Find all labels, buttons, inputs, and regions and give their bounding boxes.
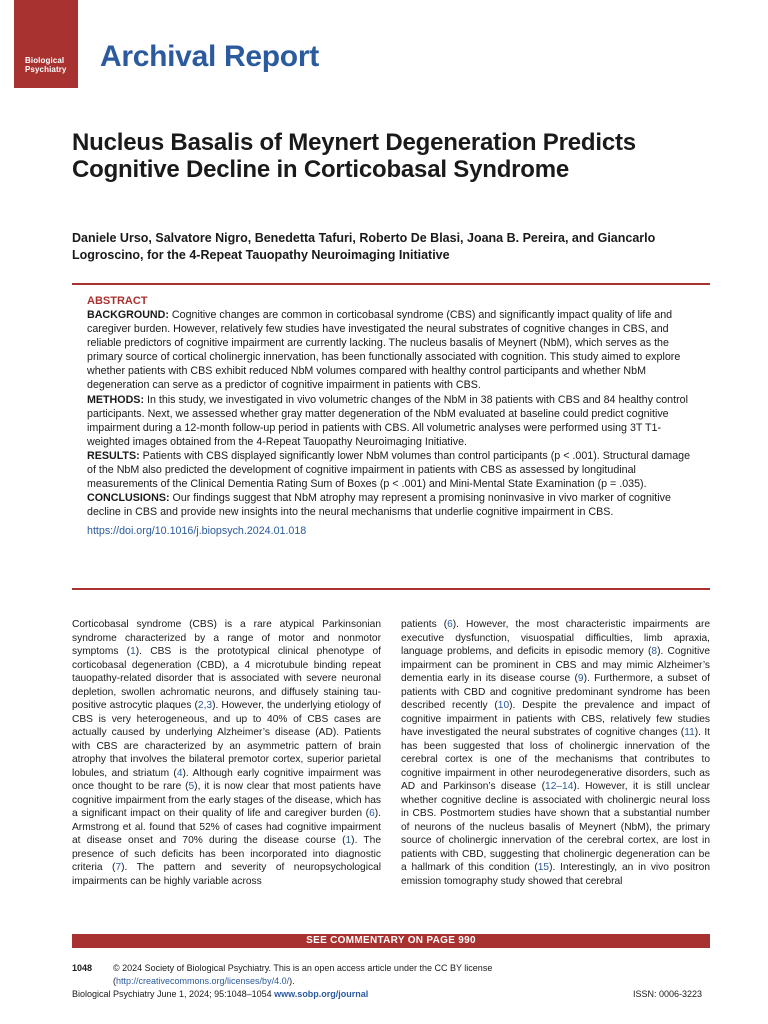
- body-text-segment: ). The pattern and severity of neuropsychological impairments can be highly variable across: [72, 862, 382, 887]
- abstract-conclusions: [87, 491, 697, 519]
- reference-link[interactable]: 7: [115, 862, 122, 873]
- issn: ISSN: 0006-3223: [633, 989, 703, 999]
- body-text-segment: ). Armstrong et al. found that 52% of cases had cognitive impairment at disease onset and 70% during the disease course (: [72, 808, 381, 846]
- body-paragraph-left: [72, 618, 381, 888]
- reference-link[interactable]: 1: [130, 646, 136, 657]
- author-list: Daniele Urso, Salvatore Nigro, Benedetta Tafuri, Roberto De Blasi, Joana B. Pereira, and Giancarlo Logroscino, for the 4-Repeat Tauopathy Neuroimaging Initiative: [72, 231, 656, 262]
- reference-link[interactable]: 6: [447, 619, 453, 630]
- reference-link[interactable]: 12–14: [545, 781, 574, 792]
- abstract-bottom-rule: [72, 588, 710, 590]
- body-column-left: [72, 618, 381, 888]
- reference-link[interactable]: 15: [537, 862, 550, 873]
- body-text-segment: ). The presence of such deficits has been incorporated into diagnostic criteria (: [72, 835, 381, 873]
- reference-link[interactable]: 1: [345, 835, 352, 846]
- journal-citation: [72, 988, 368, 1001]
- abstract-background: [87, 308, 697, 393]
- reference-link[interactable]: 5: [188, 781, 195, 792]
- methods-label: METHODS:: [87, 393, 144, 406]
- body-text-segment: ). However, the most characteristic impairments are executive dysfunction, visuospatial difficulties, limb apraxia, language problems, and deficits in episodic memory (: [401, 619, 711, 657]
- logo-line-1: Biological: [25, 56, 65, 65]
- methods-text: In this study, we investigated in vivo volumetric changes of the NbM in 38 patients with CBS and 84 healthy control participants. Next, we assessed whether gray matter degeneration of the NbM evaluated at baseline could predict cognitive impairment during a 12-month follow-up period in patients with CBS. All volumetric analyses were performed using 3T T1-weighted images obtained from the 4-Repeat Tauopathy Neuroimaging Initiative.: [87, 393, 688, 448]
- body-text-segment: ). Despite the prevalence and impact of cognitive impairment in patients with CBS, relatively few studies have investigated the neural substrates of cognitive changes (: [401, 700, 710, 738]
- reference-link[interactable]: 9: [577, 673, 584, 684]
- reference-link[interactable]: 8: [651, 646, 658, 657]
- body-text-segment: ). Although early cognitive impairment was once thought to be rare (: [72, 767, 381, 792]
- journal-logo: [14, 0, 78, 88]
- reference-link[interactable]: 2,3: [197, 700, 213, 711]
- body-text-segment: ). However, the underlying etiology of CBS is very heterogeneous, and up to 40% of CBS cases are actually caused by underlying Alzheimer’s disease (AD). Patients with CBS are characterized by an asymmetric pattern of brain atrophy that involves the bilateral premotor cortex, superior parietal lobules, and striatum (: [72, 700, 382, 779]
- results-label: RESULTS:: [87, 449, 140, 462]
- reference-link[interactable]: 4: [176, 767, 183, 779]
- logo-line-2: Psychiatry: [25, 65, 67, 74]
- body-text-segment: ). Cognitive impairment can be prominent in CBS and may mimic Alzheimer’s dementia early in its disease course (: [401, 646, 710, 684]
- body-text-segment: Corticobasal syndrome (CBS) is a rare atypical Parkinsonian syndrome characterized by a range of motor and nonmotor symptoms (: [72, 619, 381, 657]
- commentary-link-bar[interactable]: SEE COMMENTARY ON PAGE 990: [72, 934, 710, 948]
- copyright-suffix: ).: [289, 976, 295, 986]
- body-text-segment: patients (: [401, 619, 448, 630]
- conclusions-text: Our findings suggest that NbM atrophy may represent a promising noninvasive in vivo marker of cognitive decline in CBS and provide new insights into the neural mechanisms that underlie cognitive impairment in CBS.: [87, 492, 671, 519]
- journal-website-link[interactable]: www.sobp.org/journal: [274, 989, 369, 999]
- article-title: Nucleus Basalis of Meynert Degeneration Predicts Cognitive Decline in Corticobasal Syndrome: [72, 129, 636, 183]
- license-link[interactable]: http://creativecommons.org/licenses/by/4.0/: [116, 976, 290, 986]
- abstract-heading: ABSTRACT: [87, 295, 148, 307]
- background-text: Cognitive changes are common in corticobasal syndrome (CBS) and significantly impact quality of life and caregiver burden. However, relatively few studies have investigated the neural substrates of cognitive changes in CBS, and reliable predictors of cognitive impairment are currently lacking. The nucleus basalis of Meynert (NbM), which serves as the primary source of cortical cholinergic innervation, has been functionally associated with cognition. This study aimed to explore whether patients with CBS exhibit reduced NbM volumes compared with healthy control participants and whether NbM degeneration can serve as a predictor of cognitive impairment in patients with CBS.: [87, 309, 681, 392]
- abstract-methods: [87, 393, 697, 449]
- conclusions-label: CONCLUSIONS:: [87, 492, 170, 505]
- reference-link[interactable]: 11: [684, 727, 695, 738]
- body-text-segment: ), it is now clear that most patients have cognitive impairment from the early stages of the disease, which has a significant impact on their quality of life and caregiver burden (: [72, 781, 381, 819]
- citation-text: Biological Psychiatry June 1, 2024; 95:1048–1054: [72, 989, 275, 999]
- abstract-section: [87, 294, 697, 539]
- body-column-right: [401, 618, 710, 888]
- abstract-results: [87, 449, 697, 491]
- body-text-segment: ). However, it is still unclear whether cognitive decline is associated with cholinergic neural loss in CBS. Postmortem studies have shown that a substantial number of neurons of the nucleus basalis of Meynert (NbM), the primary source of cholinergic innervation of the cerebral cortex, are lost in patients with CBD, suggesting that cholinergic degeneration can be a hallmark of this condition (: [401, 781, 711, 873]
- abstract-top-rule: [72, 283, 710, 285]
- body-text-segment: ). Interestingly, an in vivo positron emission tomography study showed that cerebral: [401, 862, 710, 887]
- section-label: Archival Report: [100, 40, 319, 73]
- background-label: BACKGROUND:: [87, 309, 169, 321]
- reference-link[interactable]: 10: [497, 700, 510, 711]
- reference-link[interactable]: 6: [369, 808, 375, 819]
- doi-link[interactable]: https://doi.org/10.1016/j.biopsych.2024.01.018: [87, 525, 307, 538]
- body-paragraph-right: [401, 618, 710, 888]
- copyright-notice: [113, 962, 533, 988]
- body-text-segment: ). It has been suggested that loss of cholinergic innervation of the cerebral cortex is one of the mechanisms that contributes to cognitive impairment in other neurodegenerative disorders, such as AD and Parkinson’s disease (: [401, 727, 710, 792]
- copyright-prefix: © 2024 Society of Biological Psychiatry. This is an open access article under the CC BY license (: [113, 963, 493, 986]
- results-text: Patients with CBS displayed significantly lower NbM volumes than control participants (p < .001). Structural damage of the NbM also predicted the development of cognitive impairment in patients with CBS as assessed by longitudinal measurements of the Clinical Dementia Rating Sum of Boxes (p < .001) and Mini-Mental State Examination (p = .035).: [87, 449, 691, 491]
- page-number: 1048: [72, 963, 93, 973]
- body-text-segment: ). Furthermore, a subset of patients with CBD and cognitive predominant syndrome has been described recently (: [401, 673, 710, 711]
- body-text-segment: ). CBS is the prototypical clinical phenotype of corticobasal degeneration (CBD), a 4 microtubule binding repeat tauopathy-related disorder that is associated with severe neuronal depletion, swollen achromatic neurons, and diffusely staining tau-positive astrocytic plaques (: [72, 646, 381, 711]
